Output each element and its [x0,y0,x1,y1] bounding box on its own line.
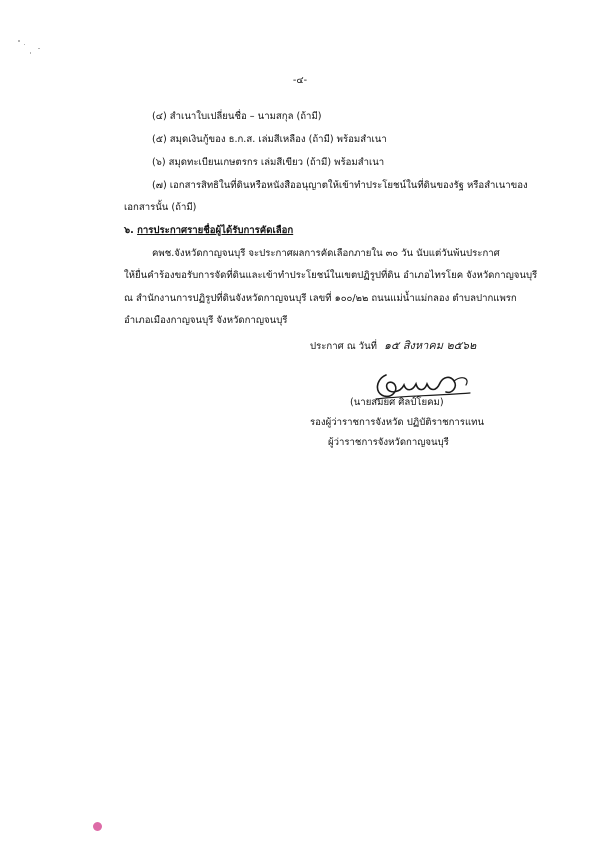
scan-speck [30,52,31,54]
paragraph-line-4: อำเภอเมืองกาญจนบุรี จังหวัดกาญจนบุรี [124,315,288,326]
signer-position-1: รองผู้ว่าราชการจังหวัด ปฏิบัติราชการแทน [310,417,485,428]
section-title: การประกาศรายชื่อผู้ได้รับการคัดเลือก [137,225,294,236]
page-number: -๔- [292,75,308,86]
list-item-4: (๔) สำเนาใบเปลี่ยนชื่อ – นามสกุล (ถ้ามี) [152,111,322,122]
list-item-5: (๕) สมุดเงินกู้ของ ธ.ก.ส. เล่มสีเหลือง (ถ้ามี) พร้อมสำเนา [152,134,387,145]
paragraph-line-2: ให้ยื่นคำร้องขอรับการจัดที่ดินและเข้าทำประโยชน์ในเขตปฏิรูปที่ดิน อำเภอไทรโยค จังหวัดกาญจนบุรี [124,270,538,281]
signer-position-2: ผู้ว่าราชการจังหวัดกาญจนบุรี [328,437,449,448]
announce-line [310,340,476,353]
paragraph-line-3: ณ สำนักงานการปฏิรูปที่ดินจังหวัดกาญจนบุรี เลขที่ ๑๐๐/๒๒ ถนนแม่น้ำแม่กลอง ตำบลปากแพรก [124,293,517,304]
scan-speck [18,40,20,42]
announce-prefix: ประกาศ ณ วันที่ [310,341,377,352]
list-item-7: (๗) เอกสารสิทธิในที่ดินหรือหนังสืออนุญาตให้เข้าทำประโยชน์ในที่ดินของรัฐ หรือสำเนาของ [152,180,528,191]
paragraph-line-1: คพช.จังหวัดกาญจนบุรี จะประกาศผลการคัดเลือกภายใน ๓๐ วัน นับแต่วันพ้นประกาศ [152,248,500,259]
list-item-7-continued: เอกสารนั้น (ถ้ามี) [124,202,197,213]
section-heading [124,225,293,237]
list-item-6: (๖) สมุดทะเบียนเกษตรกร เล่มสีเขียว (ถ้ามี) พร้อมสำเนา [152,157,385,168]
handwritten-date: ๑๕ สิงหาคม ๒๕๖๒ [384,339,477,352]
stamp-mark-icon [93,822,102,831]
scan-speck [24,44,25,45]
section-number: ๖. [124,225,134,236]
signer-name: (นายสมยศ ศิลป์โยคม) [350,397,444,408]
scan-speck [38,48,40,49]
